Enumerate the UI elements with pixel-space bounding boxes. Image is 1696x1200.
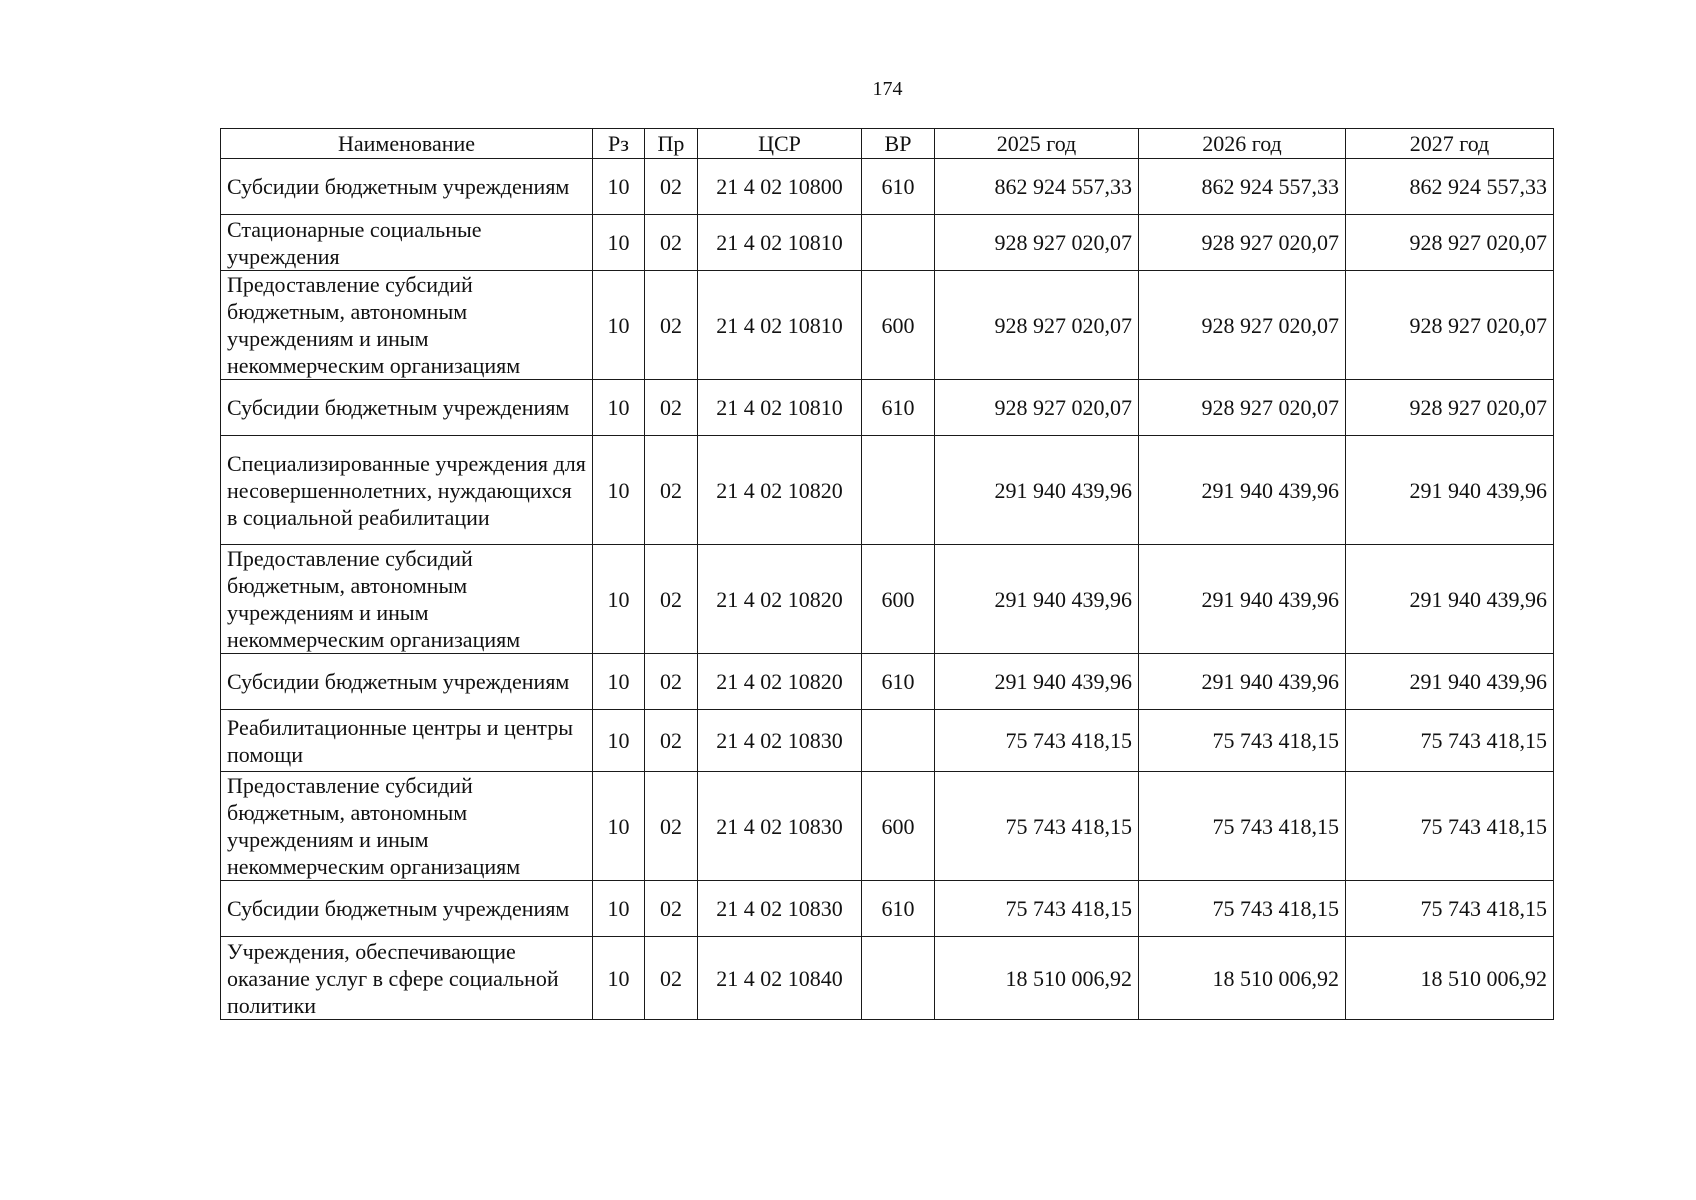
- cell-2026: 75 743 418,15: [1139, 881, 1346, 937]
- cell-rz: 10: [593, 772, 645, 881]
- header-pr: Пр: [645, 129, 698, 159]
- cell-2025: 75 743 418,15: [935, 710, 1139, 772]
- cell-csr: 21 4 02 10840: [698, 937, 862, 1020]
- cell-csr: 21 4 02 10810: [698, 271, 862, 380]
- cell-rz: 10: [593, 545, 645, 654]
- cell-2027: 928 927 020,07: [1346, 380, 1554, 436]
- cell-2026: 18 510 006,92: [1139, 937, 1346, 1020]
- cell-2027: 928 927 020,07: [1346, 271, 1554, 380]
- cell-2026: 291 940 439,96: [1139, 545, 1346, 654]
- cell-csr: 21 4 02 10810: [698, 215, 862, 271]
- cell-name: Предоставление субсидий бюджетным, автономным учреждениям и иным некоммерческим организациям: [221, 271, 593, 380]
- cell-2027: 291 940 439,96: [1346, 654, 1554, 710]
- cell-2026: 291 940 439,96: [1139, 436, 1346, 545]
- budget-table: [220, 128, 1554, 1020]
- cell-name: Субсидии бюджетным учреждениям: [221, 654, 593, 710]
- cell-2025: 291 940 439,96: [935, 654, 1139, 710]
- page-number: 174: [872, 78, 903, 100]
- cell-vr: [862, 215, 935, 271]
- cell-pr: 02: [645, 772, 698, 881]
- cell-csr: 21 4 02 10820: [698, 545, 862, 654]
- cell-pr: 02: [645, 436, 698, 545]
- header-2027: 2027 год: [1346, 129, 1554, 159]
- cell-2027: 75 743 418,15: [1346, 710, 1554, 772]
- table-row: [221, 380, 1554, 436]
- cell-csr: 21 4 02 10820: [698, 436, 862, 545]
- cell-2027: 928 927 020,07: [1346, 215, 1554, 271]
- table-row: [221, 710, 1554, 772]
- cell-2025: 75 743 418,15: [935, 772, 1139, 881]
- cell-2026: 928 927 020,07: [1139, 271, 1346, 380]
- cell-2027: 291 940 439,96: [1346, 436, 1554, 545]
- cell-vr: 610: [862, 881, 935, 937]
- cell-2025: 291 940 439,96: [935, 436, 1139, 545]
- cell-2026: 862 924 557,33: [1139, 159, 1346, 215]
- cell-pr: 02: [645, 710, 698, 772]
- header-2026: 2026 год: [1139, 129, 1346, 159]
- cell-2026: 928 927 020,07: [1139, 215, 1346, 271]
- header-csr: ЦСР: [698, 129, 862, 159]
- cell-vr: [862, 710, 935, 772]
- cell-pr: 02: [645, 215, 698, 271]
- header-vr: ВР: [862, 129, 935, 159]
- cell-2027: 862 924 557,33: [1346, 159, 1554, 215]
- cell-pr: 02: [645, 159, 698, 215]
- cell-2026: 291 940 439,96: [1139, 654, 1346, 710]
- cell-vr: 610: [862, 159, 935, 215]
- cell-name: Предоставление субсидий бюджетным, автономным учреждениям и иным некоммерческим организациям: [221, 772, 593, 881]
- cell-name: Субсидии бюджетным учреждениям: [221, 159, 593, 215]
- table-row: [221, 159, 1554, 215]
- cell-rz: 10: [593, 215, 645, 271]
- table-row: [221, 436, 1554, 545]
- cell-rz: 10: [593, 710, 645, 772]
- table-header-row: [221, 129, 1554, 159]
- header-2025: 2025 год: [935, 129, 1139, 159]
- cell-2026: 75 743 418,15: [1139, 772, 1346, 881]
- cell-name: Учреждения, обеспечивающие оказание услуг в сфере социальной политики: [221, 937, 593, 1020]
- cell-pr: 02: [645, 271, 698, 380]
- cell-name: Предоставление субсидий бюджетным, автономным учреждениям и иным некоммерческим организациям: [221, 545, 593, 654]
- cell-2027: 75 743 418,15: [1346, 881, 1554, 937]
- cell-2027: 75 743 418,15: [1346, 772, 1554, 881]
- cell-2025: 862 924 557,33: [935, 159, 1139, 215]
- cell-rz: 10: [593, 436, 645, 545]
- cell-rz: 10: [593, 159, 645, 215]
- cell-vr: 610: [862, 380, 935, 436]
- cell-vr: 600: [862, 545, 935, 654]
- cell-name: Субсидии бюджетным учреждениям: [221, 380, 593, 436]
- cell-2026: 928 927 020,07: [1139, 380, 1346, 436]
- table-row: [221, 545, 1554, 654]
- cell-pr: 02: [645, 654, 698, 710]
- table-row: [221, 881, 1554, 937]
- cell-csr: 21 4 02 10830: [698, 772, 862, 881]
- cell-2026: 75 743 418,15: [1139, 710, 1346, 772]
- cell-name: Стационарные социальные учреждения: [221, 215, 593, 271]
- cell-2025: 291 940 439,96: [935, 545, 1139, 654]
- cell-vr: 610: [862, 654, 935, 710]
- table-row: [221, 271, 1554, 380]
- cell-pr: 02: [645, 380, 698, 436]
- cell-csr: 21 4 02 10810: [698, 380, 862, 436]
- table-row: [221, 215, 1554, 271]
- cell-2025: 928 927 020,07: [935, 380, 1139, 436]
- cell-2027: 291 940 439,96: [1346, 545, 1554, 654]
- cell-rz: 10: [593, 271, 645, 380]
- cell-2027: 18 510 006,92: [1346, 937, 1554, 1020]
- cell-pr: 02: [645, 937, 698, 1020]
- table-row: [221, 772, 1554, 881]
- header-name: Наименование: [221, 129, 593, 159]
- cell-vr: [862, 436, 935, 545]
- cell-pr: 02: [645, 545, 698, 654]
- cell-2025: 18 510 006,92: [935, 937, 1139, 1020]
- cell-rz: 10: [593, 881, 645, 937]
- table-row: [221, 654, 1554, 710]
- cell-2025: 928 927 020,07: [935, 215, 1139, 271]
- cell-name: Специализированные учреждения для несовершеннолетних, нуждающихся в социальной реабилитации: [221, 436, 593, 545]
- cell-vr: [862, 937, 935, 1020]
- cell-vr: 600: [862, 271, 935, 380]
- cell-rz: 10: [593, 380, 645, 436]
- cell-csr: 21 4 02 10820: [698, 654, 862, 710]
- cell-rz: 10: [593, 937, 645, 1020]
- cell-csr: 21 4 02 10830: [698, 881, 862, 937]
- header-rz: Рз: [593, 129, 645, 159]
- cell-vr: 600: [862, 772, 935, 881]
- cell-pr: 02: [645, 881, 698, 937]
- table-row: [221, 937, 1554, 1020]
- cell-2025: 75 743 418,15: [935, 881, 1139, 937]
- cell-name: Реабилитационные центры и центры помощи: [221, 710, 593, 772]
- cell-csr: 21 4 02 10830: [698, 710, 862, 772]
- cell-rz: 10: [593, 654, 645, 710]
- cell-csr: 21 4 02 10800: [698, 159, 862, 215]
- cell-2025: 928 927 020,07: [935, 271, 1139, 380]
- cell-name: Субсидии бюджетным учреждениям: [221, 881, 593, 937]
